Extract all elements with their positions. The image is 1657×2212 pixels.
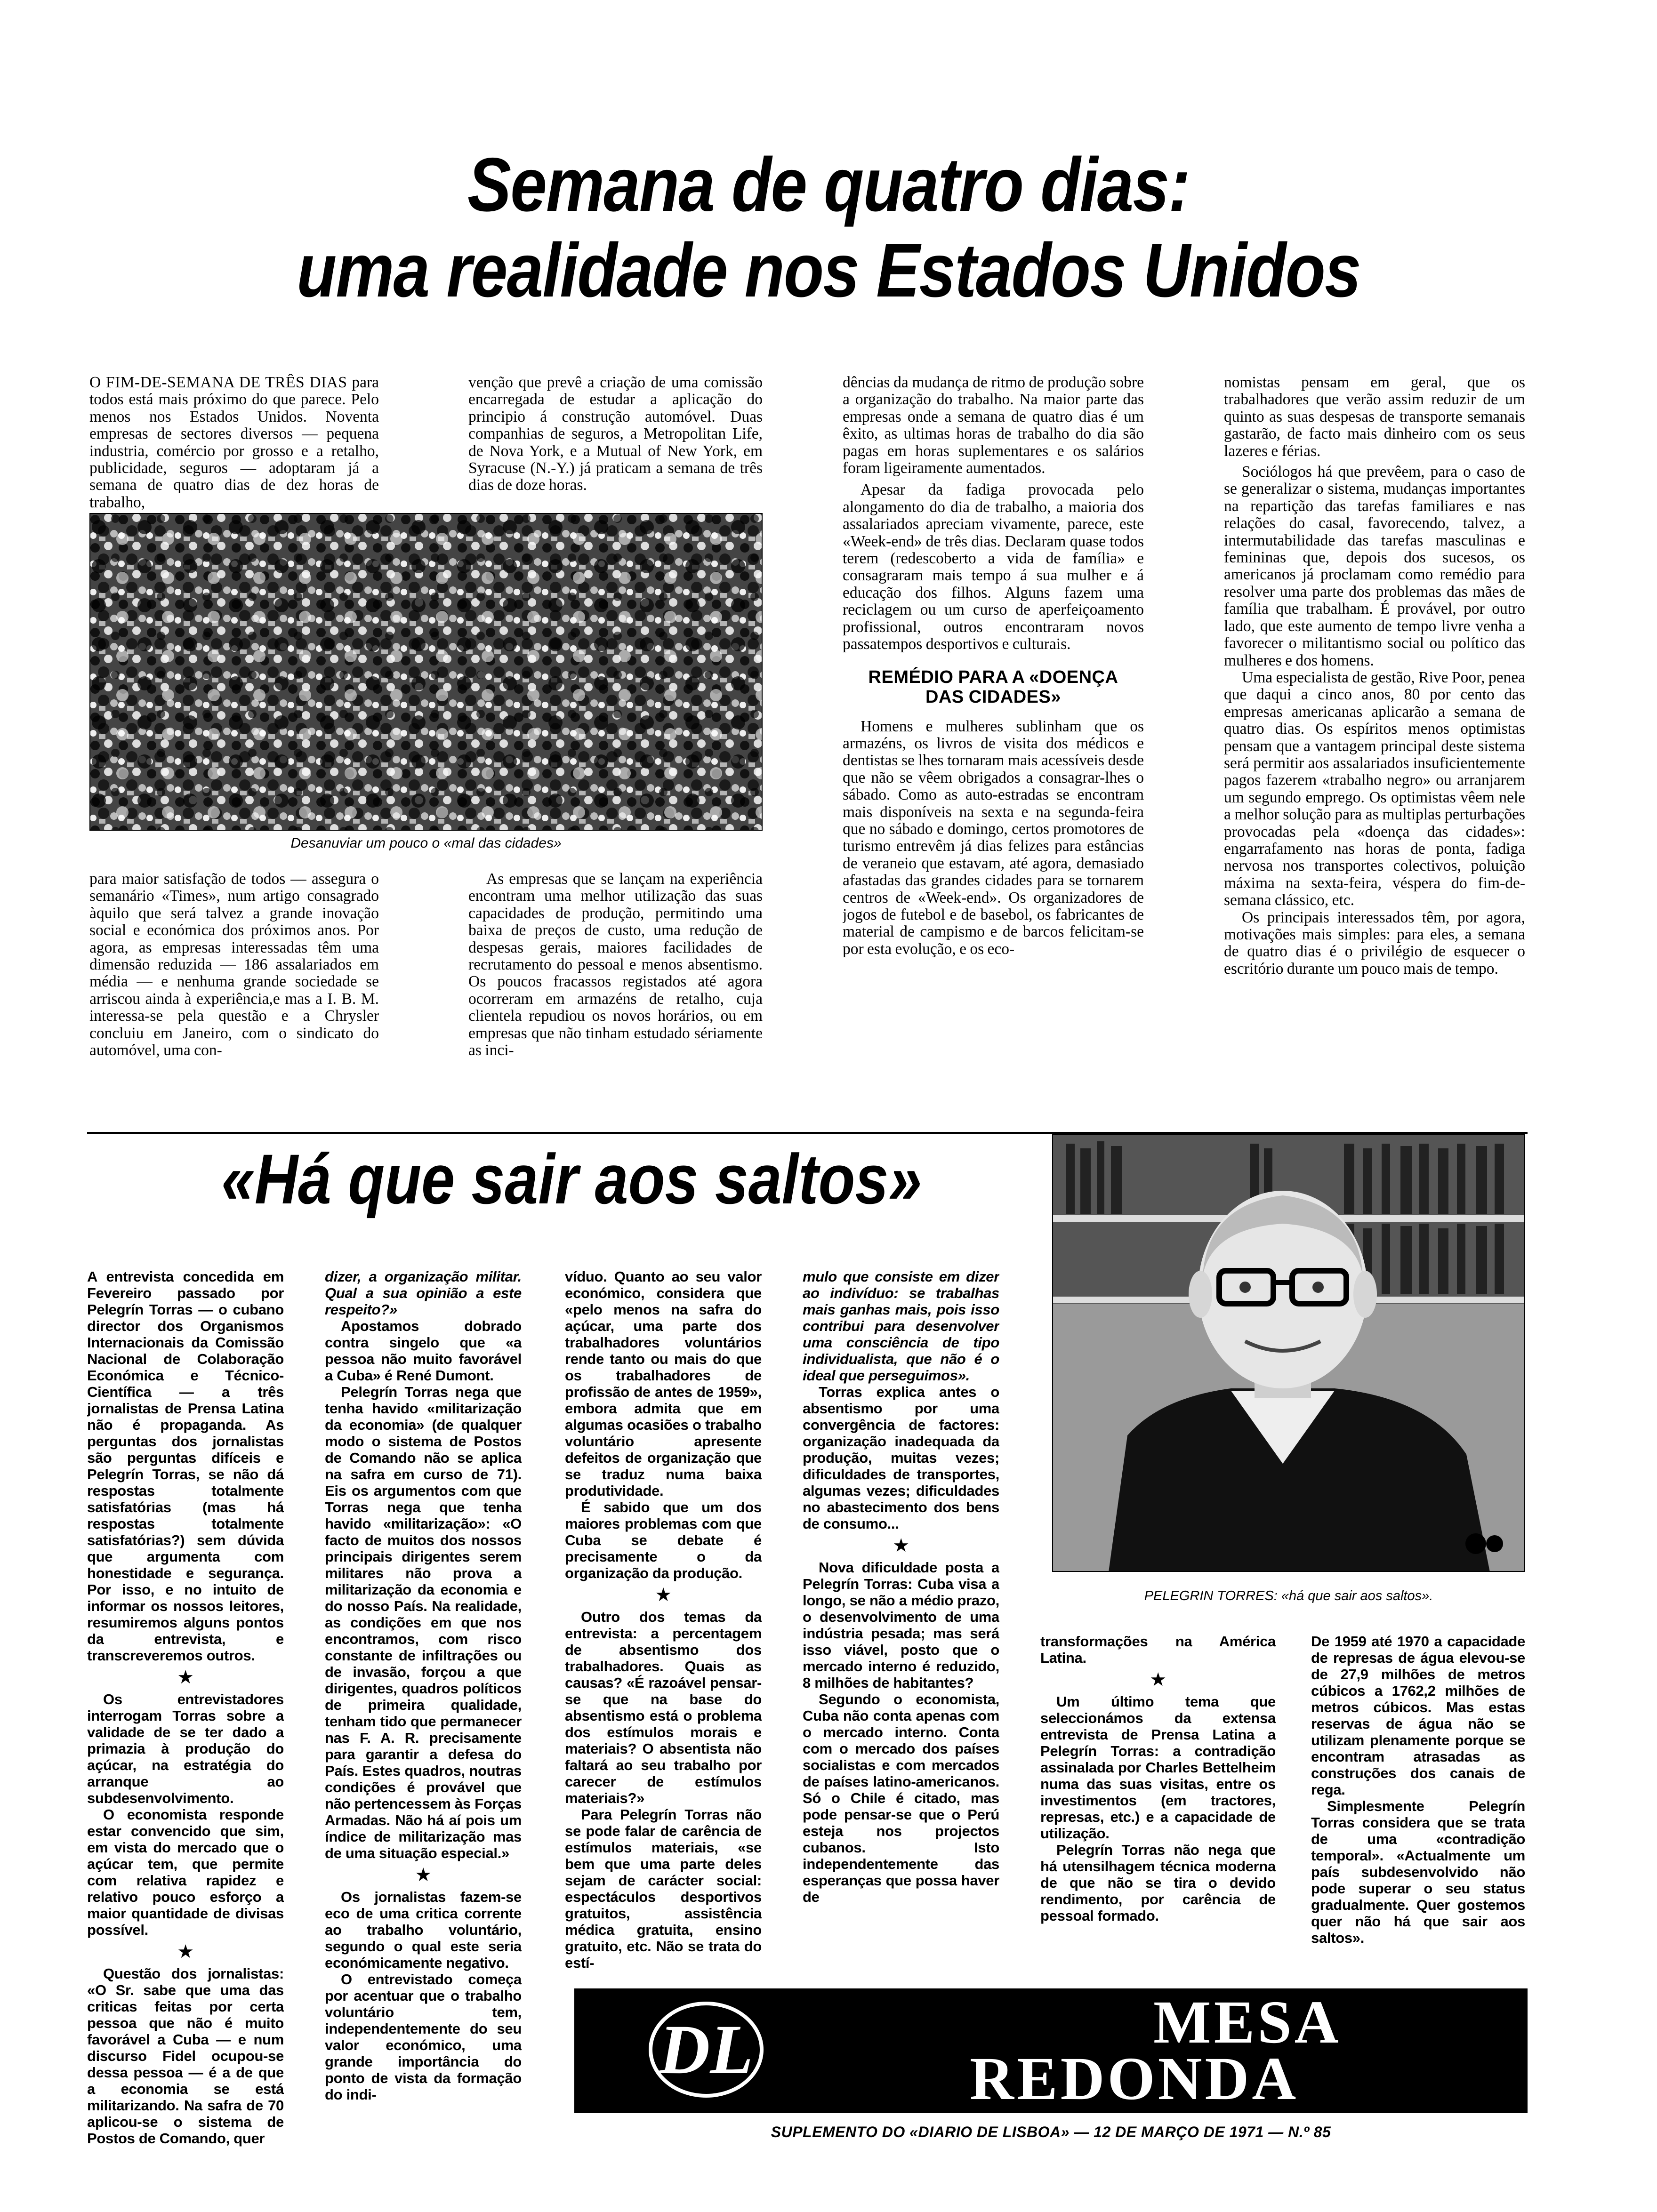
article1-col2-bottom-text: As empresas que se lançam na experiência encontram uma melhor utilização das suas capacidades de produção, permitindo uma baixa de preços de custo, uma redução de despesas gerais, maiores facilidades de recrutamento do pessoal e menos absentismo. Os poucos fracassos registados até agora ocorreram em armazéns de retalho, cuja clientela repudiou os novos horários, ou em empresas que não tinham estudado sériamente as inci- — [468, 871, 763, 1059]
dl-logo-text: DL — [659, 2011, 753, 2089]
article2-col2-p5: O entrevistado começa por acentuar que o trabalho voluntário tem, independentemente do seu valor económico, uma grande importância do ponto de vista da formação do indi- — [325, 1971, 522, 2103]
article2-col5-p1: transformações na América Latina. — [1040, 1633, 1276, 1666]
article2-col1-p1: A entrevista concedida em Fevereiro passado por Pelegrín Torras — o cubano director dos Organismos Internacionais da Comissão Nacional de Colaboração Económica e Técnico-Científica — a três jornalistas de Prensa Latina não é propaganda. As perguntas dos jornalistas são perguntas difíceis e Pelegrín Torras, se não dá respostas totalmente satisfatórias (mas há respostas totalmente satisfatórias?) sem dúvida que argumenta com honestidade e segurança. Por isso, e no intuito de informar os nossos leitores, resumiremos alguns pontos da entrevista, e transcreveremos outros. — [87, 1268, 284, 1664]
article2-col4-p4: Segundo o economista, Cuba não conta apenas com o mercado interno. Conta com o mercado dos países socialistas e com mercados de países latino-americanos. Só o Chile é citado, mas pode pensar-se que o Perú esteja nos projectos cubanos. Isto independentemente das esperanças que possa haver de — [803, 1691, 999, 1905]
second-headline: «Há que sair aos saltos» — [221, 1139, 922, 1218]
article1-col1-top-text: para todos está mais próximo do que parece. Pelo menos nos Estados Unidos. Noventa empresas de sectores diversos — pequena industria, comércio por grosso e a retalho, publicidade, seguros — adoptaram já a semana de quatro dias de dez horas de trabalho, — [89, 374, 379, 511]
article1-col1-bottom-text: para maior satisfação de todos — assegura o semanário «Times», num artigo consagrado àquilo que será talvez a grande inovação social e económica dos próximos anos. Por agora, as empresas interessadas têm uma dimensão reduzida — 186 assalariados em média — e nenhuma grande sociedade se arriscou ainda à experiência,e mas a I. B. M. interessa-se pela questão e a Chrysler concluiu em Janeiro, com o sindicato do automóvel, uma con- — [89, 871, 379, 1059]
portrait-photo-caption: PELEGRIN TORRES: «há que sair aos saltos». — [1144, 1588, 1433, 1603]
article1-col3-p1: dências da mudança de ritmo de produção sobre a organização do trabalho. Na maior parte das empresas onde a semana de quatro dias é um êxito, as ultimas horas de trabalho do dia são pagas em horas suplementares e os salários foram ligeiramente aumentados. — [843, 374, 1144, 477]
article2-col2 — [325, 1268, 522, 2148]
star-separator: ★ — [415, 1864, 432, 1886]
article1-col1-top — [89, 374, 379, 511]
article2-col6-p2: Simplesmente Pelegrín Torras considera que se trata de uma «contradição temporal». «Actualmente um país subdesenvolvido não pode superar o seu status gradualmente. Quer gostemos quer não há que sair aos saltos». — [1311, 1798, 1525, 1946]
star-separator: ★ — [893, 1535, 909, 1556]
star-separator: ★ — [655, 1584, 672, 1606]
article2-col5-p3: Pelegrín Torras não nega que há utensilhagem técnica moderna de que não se tira o devido rendimento, por carência de pessoal formado. — [1040, 1842, 1276, 1924]
dl-logo — [645, 1998, 767, 2101]
article2-col3-p2: É sabido que um dos maiores problemas com que Cuba se debate é precisamente o da organização da produção. — [565, 1499, 762, 1581]
article2-col1-p4: Questão dos jornalistas: «O Sr. sabe que uma das criticas feitas por certa pessoa que não é muito favorável a Cuba — e num discurso Fidel ocupou-se dessa pessoa — é a de que a economia se está militarizando. Na safra de 70 aplicou-se o sistema de Postos de Comando, quer — [87, 1965, 284, 2147]
crowd-photo-caption: Desanuviar um pouco o «mal das cidades» — [290, 835, 562, 851]
article1-col3-p3: Homens e mulheres sublinham que os armazéns, os livros de visita dos médicos e dentistas se lhes tornaram mais acessíveis desde que não se vêem obrigados a consagrar-lhes o sábado. Como as auto-estradas se encontram mais disponíveis na sexta e na segunda-feira que no sábado e domingo, certos promotores de turismo entrevêm já dias felizes para estâncias de veraneio que estavam, até agora, demasiado afastadas das grandes cidades para se tornarem centros de «Week-end». Os organizadores de jogos de futebol e de basebol, os fabricantes de material de campismo e de barcos felicitam-se por esta evolução, e os eco- — [843, 717, 1144, 958]
article1-col4 — [1224, 374, 1525, 1080]
star-separator: ★ — [177, 1667, 194, 1688]
article1-col4-p1: nomistas pensam em geral, que os trabalhadores que verão assim reduzir de um quinto as suas despesas de transporte semanais gastarão, de facto mais dinheiro com os seus lazeres e férias. — [1224, 374, 1525, 460]
article2-col1-p2: Os entrevistadores interrogam Torras sobre a validade de se ter dado a primazia à produção do açúcar, na estratégia do arranque ao subdesenvolvimento. — [87, 1691, 284, 1806]
article2-col5 — [1040, 1633, 1276, 1986]
mesa-text: MESA — [1153, 1988, 1342, 2056]
article2-col2-p4: Os jornalistas fazem-se eco de uma critica corrente ao trabalho voluntário, segundo o qual este seria económicamente negativo. — [325, 1889, 522, 1971]
article1-col2-top — [468, 374, 763, 511]
article2-col2-p3: Pelegrín Torras nega que tenha havido «militarização da economia» (de qualquer modo o sistema de Postos de Comando não se aplica na safra em curso de 71). Eis os argumentos com que Torras nega que tenha havido «militarização»: «O facto de muitos dos nossos principais dirigentes serem militares não prova a militarização da economia e do nosso País. Na realidade, as condições em que nos encontramos, com risco constante de infiltrações ou de invasão, forçou a que dirigentes, quadros políticos de primeira qualidade, tenham tido que permanecer nas F. A. R. precisamente para garantir a defesa do País. Estes quadros, noutras condições é provável que não pertencessem às Forças Armadas. Não há aí pois um índice de militarização mas de uma situação especial.» — [325, 1384, 522, 1861]
article1-col2-top-text: venção que prevê a criação de uma comissão encarregada de estudar a aplicação do principio á construção automóvel. Duas companhias de seguros, a Metropolitan Life, de Nova York, e a Mutual of New York, em Syracuse (N.-Y.) já praticam a semana de três dias de doze horas. — [468, 374, 763, 494]
article1-subhead: REMÉDIO PARA A «DOENÇA DAS CIDADES» — [868, 667, 1118, 707]
article2-col4-p2: Torras explica antes o absentismo por uma convergência de factores: organização inadequada da produção, muitas vezes; dificuldades de transportes, algumas vezes; dificuldades no abastecimento dos bens de consumo... — [803, 1384, 999, 1532]
star-separator: ★ — [1150, 1669, 1166, 1691]
article2-col6 — [1311, 1633, 1525, 1986]
supplement-footer: SUPLEMENTO DO «DIARIO DE LISBOA» — 12 DE MARÇO DE 1971 — N.º 85 — [771, 2124, 1331, 2140]
article2-col2-p2: Apostamos dobrado contra singelo que «a pessoa não muito favorável a Cuba» é René Dumont. — [325, 1318, 522, 1384]
crowd-photo — [89, 513, 763, 831]
article2-col6-p1: De 1959 até 1970 a capacidade de represas de água elevou-se de 27,9 milhões de metros cúbicos a 1762,2 milhões de metros cúbicos. Mas estas reservas de água não se utilizam plenamente porque se encontram atrasadas as construções dos canais de rega. — [1311, 1633, 1525, 1798]
article1-col4-p4: Os principais interessados têm, por agora, motivações mais simples: para eles, a semana de quatro dias é o privilégio de esquecer o escritório durante um pouco mais de tempo. — [1224, 908, 1525, 978]
article2-col3-p1: víduo. Quanto ao seu valor económico, considera que «pelo menos na safra do açúcar, uma parte dos trabalhadores voluntários rende tanto ou mais do que os trabalhadores de profissão de antes de 1959», embora admita que em algumas ocasiões o trabalho voluntário apresente defeitos de organização que se traduz numa baixa produtividade. — [565, 1268, 762, 1499]
redonda-text: REDONDA — [970, 2045, 1299, 2113]
main-headline — [116, 144, 1541, 312]
article1-col1-bottom — [89, 871, 379, 1080]
portrait-photo — [1052, 1134, 1525, 1572]
article2-col4-p3: Nova dificuldade posta a Pelegrín Torras: Cuba visa a longo, se não a médio prazo, o desenvolvimento de uma indústria pesada; mas será isso viável, posto que o mercado interno é reduzido, 8 milhões de habitantes? — [803, 1559, 999, 1691]
mesa-redonda-banner — [574, 1988, 1528, 2113]
article1-col3 — [843, 374, 1144, 1080]
article1-col4-p3: Uma especialista de gestão, Rive Poor, penea que daqui a cinco anos, 80 por cento das empresas americanas aplicarão a semana de quatro dias. Os espíritos menos optimistas pensam que a vantagem principal deste sistema será permitir aos assalariados insuficientemente pagos fazerem «trabalho negro» ou arranjarem um segundo emprego. Os optimistas vêem nele a melhor solução para as multiplas perturbações provocadas pela «doença das cidades»: engarrafamento nas horas de ponta, fadiga nervosa nos transportes colectivos, poluição máxima na sexta-feira, véspera do fim-de-semana clássico, etc. — [1224, 668, 1525, 909]
article1-col3-p2: Apesar da fadiga provocada pelo alongamento do dia de trabalho, a maioria dos assalariados apreciam vivamente, parece, este «Week-end» de três dias. Declaram quase todos terem (redescoberto a vida de família» e consagraram mais tempo á sua mulher e á educação dos filhos. Alguns fazem uma reciclagem ou um curso de aperfeiçoamento profissional, outros encontraram novos passatempos desportivos e culturais. — [843, 481, 1144, 653]
article2-col3-p3: Outro dos temas da entrevista: a percentagem de absentismo dos trabalhadores. Quais as causas? «É razoável pensar-se que na base do absentismo está o problema dos estímulos morais e materiais? O absentista não faltará ao seu trabalho por carecer de estímulos materiais?» — [565, 1609, 762, 1806]
main-headline-line2: uma realidade nos Estados Unidos — [297, 228, 1360, 313]
article2-col1 — [87, 1268, 284, 2148]
article1-lead: O FIM-DE-SEMANA DE TRÊS DIAS — [89, 374, 347, 391]
portrait-photo-image — [1052, 1134, 1525, 1572]
article1-col4-p2: Sociólogos há que prevêem, para o caso de se generalizar o sistema, mudanças importantes na repartição das tarefas familiares e nas relações do casal, favorecendo, talvez, a intermutabilidade das tarefas masculinas e femininas que, depois dos sucesos, os americanos já proclamam como remédio para resolver uma parte dos problemas das mães de família que trabalham. É provável, por outro lado, que este aumento de tempo livre venha a favorecer o militantismo social ou político das mulheres e dos homens. — [1224, 463, 1525, 669]
article2-col5-p2: Um último tema que seleccionámos da extensa entrevista de Prensa Latina a Pelegrín Torras: a contradição assinalada por Charles Bettelheim numa das suas visitas, entre os investimentos (em tractores, represas, etc.) e a capacidade de utilização. — [1040, 1693, 1276, 1842]
article2-col2-p1: dizer, a organização militar. Qual a sua opinião a este respeito?» — [325, 1268, 522, 1318]
star-separator: ★ — [177, 1941, 194, 1963]
article2-col1-p3: O economista responde estar convencido que sim, em vista do mercado que o açúcar tem, que permite com relativa rapidez e relativo pouco esforço a maior quantidade de divisas possível. — [87, 1806, 284, 1938]
article2-col4 — [803, 1268, 999, 1984]
article2-col4-p1: mulo que consiste em dizer ao indivíduo: se trabalhas mais ganhas mais, pois isso contribui para desenvolver uma consciência de tipo individualista, que não é o ideal que perseguimos». — [803, 1268, 999, 1384]
article2-col3 — [565, 1268, 762, 1984]
article2-col3-p4: Para Pelegrín Torras não se pode falar de carência de estímulos materiais, «se bem que uma parte deles sejam de carácter social: espectáculos desportivos gratuitos, assistência médica gratuita, ensino gratuito, etc. Não se trata do estí- — [565, 1806, 762, 1971]
crowd-photo-image — [89, 513, 763, 831]
article1-col2-bottom — [468, 871, 763, 1080]
main-headline-line1: Semana de quatro dias: — [467, 142, 1190, 227]
